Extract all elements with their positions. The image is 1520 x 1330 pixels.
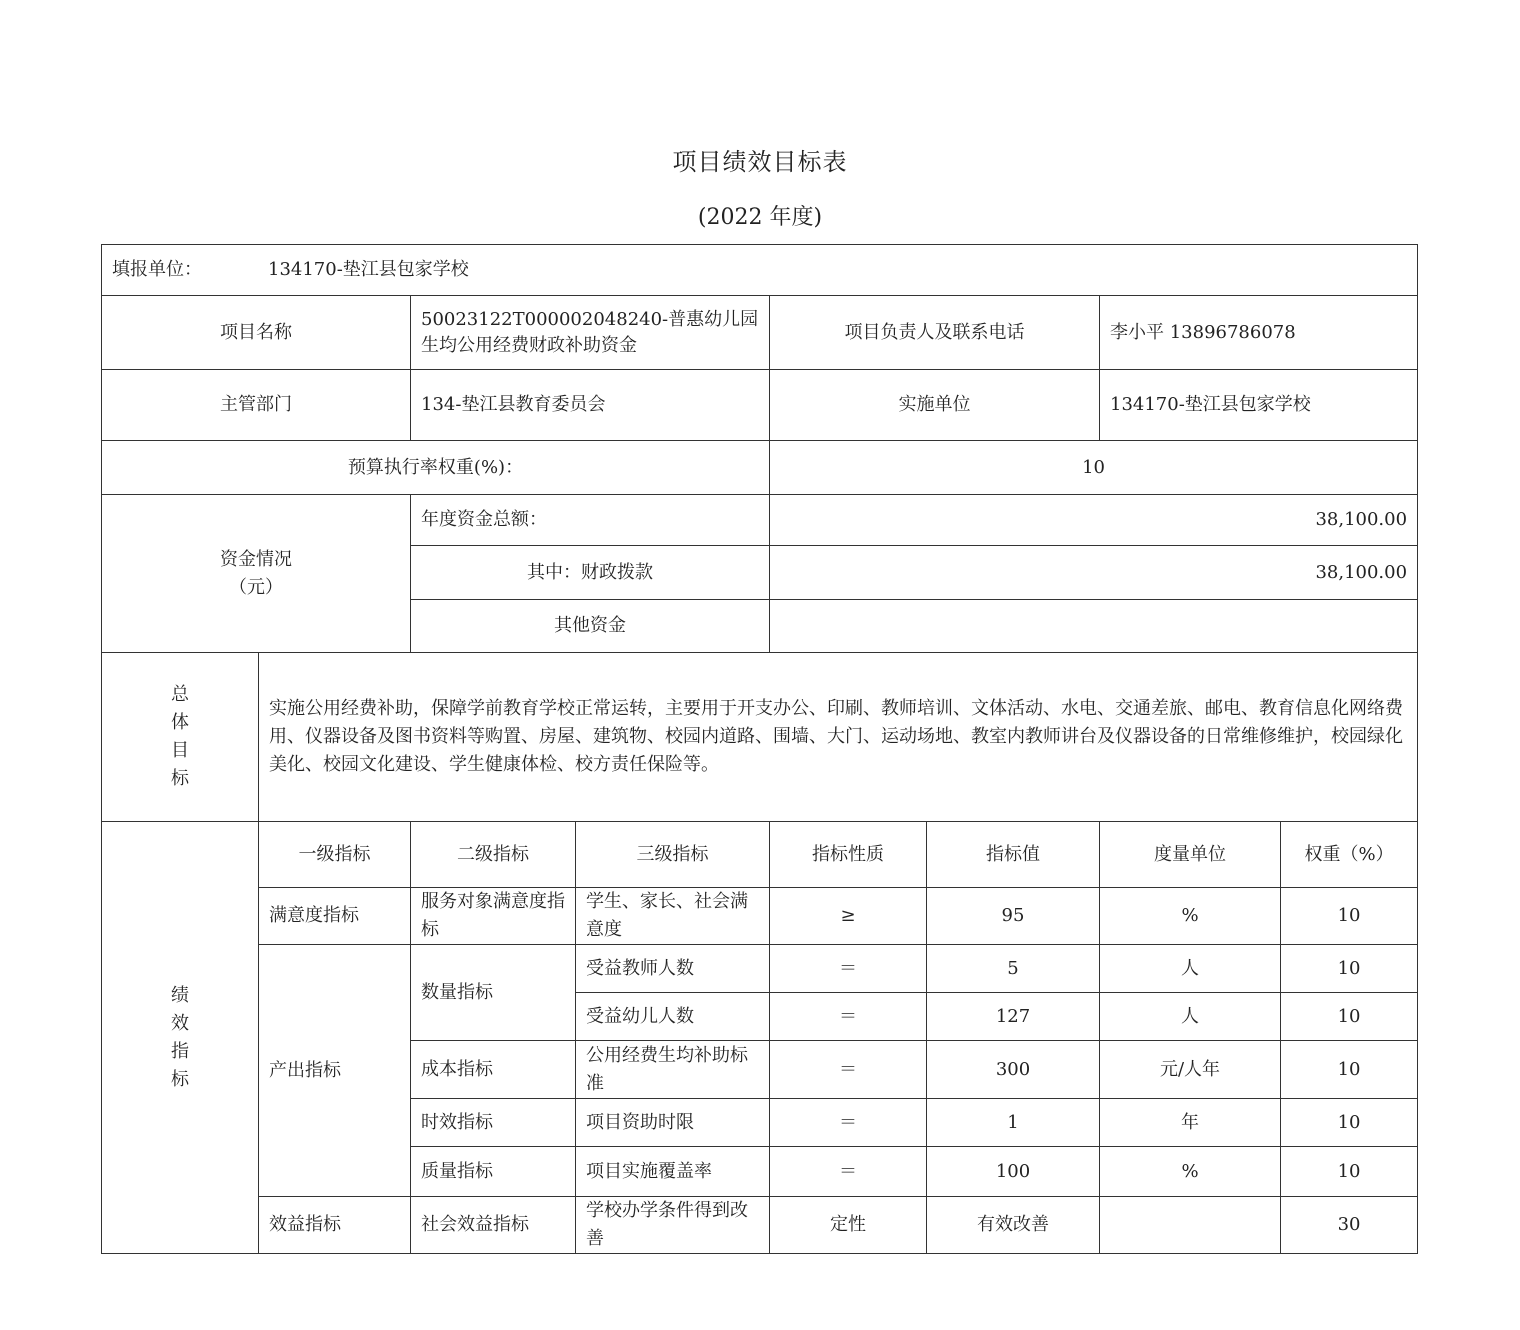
- indicator-header-row: [102, 822, 1418, 888]
- weight-cell: 10: [1281, 1147, 1418, 1197]
- funds-fiscal-value: 38,100.00: [770, 546, 1418, 600]
- level2-cell: 社会效益指标: [411, 1197, 576, 1254]
- level2-cell: 服务对象满意度指标: [411, 888, 576, 945]
- unit-cell: 人: [1100, 945, 1281, 993]
- weight-cell: 10: [1281, 888, 1418, 945]
- funds-label-line2: （元）: [229, 576, 283, 598]
- value-cell: 127: [927, 993, 1100, 1041]
- nature-cell: ≥: [770, 888, 927, 945]
- funds-total-row: [102, 495, 1418, 546]
- budget-weight-value: 10: [770, 441, 1418, 495]
- weight-cell: 10: [1281, 1099, 1418, 1147]
- header-weight: 权重（%）: [1281, 822, 1418, 888]
- value-cell: 95: [927, 888, 1100, 945]
- indicator-label-char: 标: [171, 1068, 189, 1090]
- dept-label: 主管部门: [102, 370, 411, 441]
- level3-cell: 项目资助时限: [576, 1099, 770, 1147]
- impl-label: 实施单位: [770, 370, 1100, 441]
- dept-row: [102, 370, 1418, 441]
- goal-label-char: 标: [171, 768, 189, 789]
- value-cell: 有效改善: [927, 1197, 1100, 1254]
- table-row: [102, 888, 1418, 945]
- level2-cell: 时效指标: [411, 1099, 576, 1147]
- value-cell: 1: [927, 1099, 1100, 1147]
- weight-cell: 10: [1281, 1041, 1418, 1099]
- level2-cell: 质量指标: [411, 1147, 576, 1197]
- indicator-label-char: 指: [171, 1040, 189, 1062]
- unit-cell: 人: [1100, 993, 1281, 1041]
- nature-cell: ＝: [770, 1041, 927, 1099]
- project-name-value: 50023122T000002048240-普惠幼儿园生均公用经费财政补助资金: [411, 296, 770, 370]
- level3-cell: 受益教师人数: [576, 945, 770, 993]
- table-row: [102, 1197, 1418, 1254]
- goal-label: [102, 653, 259, 822]
- funds-total-label: 年度资金总额：: [411, 495, 770, 546]
- header-level1: 一级指标: [259, 822, 411, 888]
- goal-text: 实施公用经费补助，保障学前教育学校正常运转，主要用于开支办公、印刷、教师培训、文体活动、水电、交通差旅、邮电、教育信息化网络费用、仪器设备及图书资料等购置、房屋、建筑物、校园内道路、围墙、大门、运动场地、教室内教师讲台及仪器设备的日常维修维护，校园绿化美化、校园文化建设、学生健康体检、校方责任保险等。: [259, 653, 1418, 822]
- funds-total-value: 38,100.00: [770, 495, 1418, 546]
- weight-cell: 10: [1281, 993, 1418, 1041]
- header-level2: 二级指标: [411, 822, 576, 888]
- nature-cell: ＝: [770, 945, 927, 993]
- unit-cell: %: [1100, 888, 1281, 945]
- project-name-label: 项目名称: [102, 296, 411, 370]
- unit-cell: 元/人年: [1100, 1041, 1281, 1099]
- level2-cell: 数量指标: [411, 945, 576, 1041]
- page-title: 项目绩效目标表: [672, 148, 848, 176]
- value-cell: 300: [927, 1041, 1100, 1099]
- dept-value: 134-垫江县教育委员会: [411, 370, 770, 441]
- performance-table: [101, 244, 1418, 1254]
- indicator-label: [102, 822, 259, 1254]
- project-name-row: [102, 296, 1418, 370]
- level1-cell: 效益指标: [259, 1197, 411, 1254]
- table-row: [102, 945, 1418, 993]
- level3-cell: 受益幼儿人数: [576, 993, 770, 1041]
- funds-label: [102, 495, 411, 653]
- nature-cell: 定性: [770, 1197, 927, 1254]
- funds-fiscal-label: 其中：财政拨款: [411, 546, 770, 600]
- filler-row: [102, 245, 1418, 296]
- goal-label-char: 体: [171, 712, 189, 733]
- funds-label-line1: 资金情况: [220, 548, 292, 570]
- goal-label-char: 目: [171, 740, 189, 761]
- level3-cell: 学校办学条件得到改善: [576, 1197, 770, 1254]
- unit-cell: [1100, 1197, 1281, 1254]
- goal-label-char: 总: [171, 684, 189, 705]
- indicator-label-char: 绩: [171, 984, 189, 1006]
- nature-cell: ＝: [770, 993, 927, 1041]
- level3-cell: 公用经费生均补助标准: [576, 1041, 770, 1099]
- header-unit: 度量单位: [1100, 822, 1281, 888]
- value-cell: 100: [927, 1147, 1100, 1197]
- level1-cell: 产出指标: [259, 945, 411, 1197]
- value-cell: 5: [927, 945, 1100, 993]
- goal-row: [102, 653, 1418, 822]
- manager-value: 李小平 13896786078: [1100, 296, 1418, 370]
- header-level3: 三级指标: [576, 822, 770, 888]
- funds-other-label: 其他资金: [411, 600, 770, 653]
- level3-cell: 项目实施覆盖率: [576, 1147, 770, 1197]
- indicator-label-char: 效: [171, 1012, 189, 1034]
- level3-cell: 学生、家长、社会满意度: [576, 888, 770, 945]
- level2-cell: 成本指标: [411, 1041, 576, 1099]
- header-value: 指标值: [927, 822, 1100, 888]
- budget-weight-label: 预算执行率权重(%)：: [102, 441, 770, 495]
- weight-cell: 30: [1281, 1197, 1418, 1254]
- nature-cell: ＝: [770, 1099, 927, 1147]
- level1-cell: 满意度指标: [259, 888, 411, 945]
- filler-value: 134170-垫江县包家学校: [268, 259, 469, 280]
- filler-cell: [102, 245, 1418, 296]
- nature-cell: ＝: [770, 1147, 927, 1197]
- funds-other-value: [770, 600, 1418, 653]
- weight-cell: 10: [1281, 945, 1418, 993]
- budget-weight-row: [102, 441, 1418, 495]
- filler-label: 填报单位：: [112, 259, 202, 280]
- impl-value: 134170-垫江县包家学校: [1100, 370, 1418, 441]
- unit-cell: 年: [1100, 1099, 1281, 1147]
- page-year: (2022 年度): [697, 205, 823, 230]
- header-nature: 指标性质: [770, 822, 927, 888]
- manager-label: 项目负责人及联系电话: [770, 296, 1100, 370]
- unit-cell: %: [1100, 1147, 1281, 1197]
